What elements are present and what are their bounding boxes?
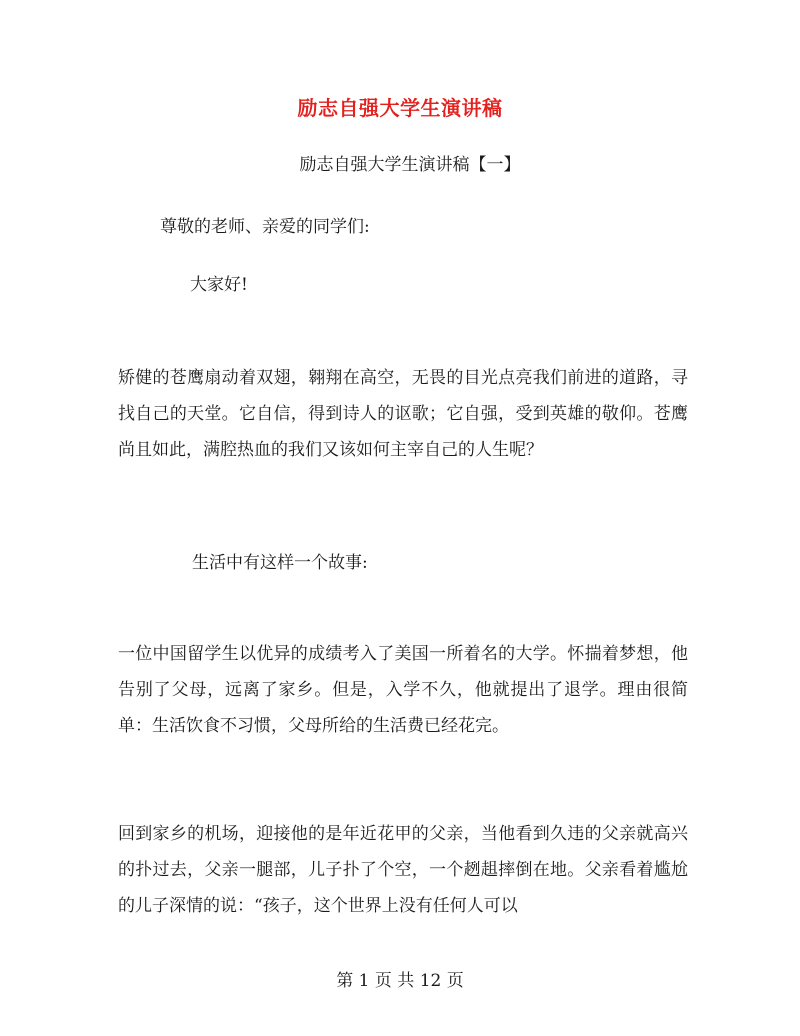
page-footer: 第 1 页 共 12 页 <box>336 971 464 991</box>
paragraph-1: 矫健的苍鹰扇动着双翅，翱翔在高空，无畏的目光点亮我们前进的道路，寻找自己的天堂。它自信，得到诗人的讴歌；它自强，受到英雄的敬仰。苍鹰尚且如此，满腔热血的我们又该如何主宰自己的人生呢？ <box>118 368 688 460</box>
paragraph-2: 一位中国留学生以优异的成绩考入了美国一所着名的大学。怀揣着梦想，他告别了父母，远离了家乡。但是，入学不久，他就提出了退学。理由很简单：生活饮食不习惯，父母所给的生活费已经花完。 <box>118 644 688 736</box>
paragraph-3: 回到家乡的机场，迎接他的是年近花甲的父亲，当他看到久违的父亲就高兴的扑过去，父亲一腿部，儿子扑了个空，一个趔趄摔倒在地。父亲看着尴尬的儿子深情的说：“孩子，这个世界上没有任何人可以 <box>118 824 688 916</box>
document-title: 励志自强大学生演讲稿 <box>297 96 503 120</box>
document-subtitle: 励志自强大学生演讲稿【一】 <box>299 155 521 175</box>
salutation: 尊敬的老师、亲爱的同学们: <box>160 217 370 237</box>
greeting: 大家好! <box>190 275 248 295</box>
story-intro: 生活中有这样一个故事: <box>192 553 368 573</box>
